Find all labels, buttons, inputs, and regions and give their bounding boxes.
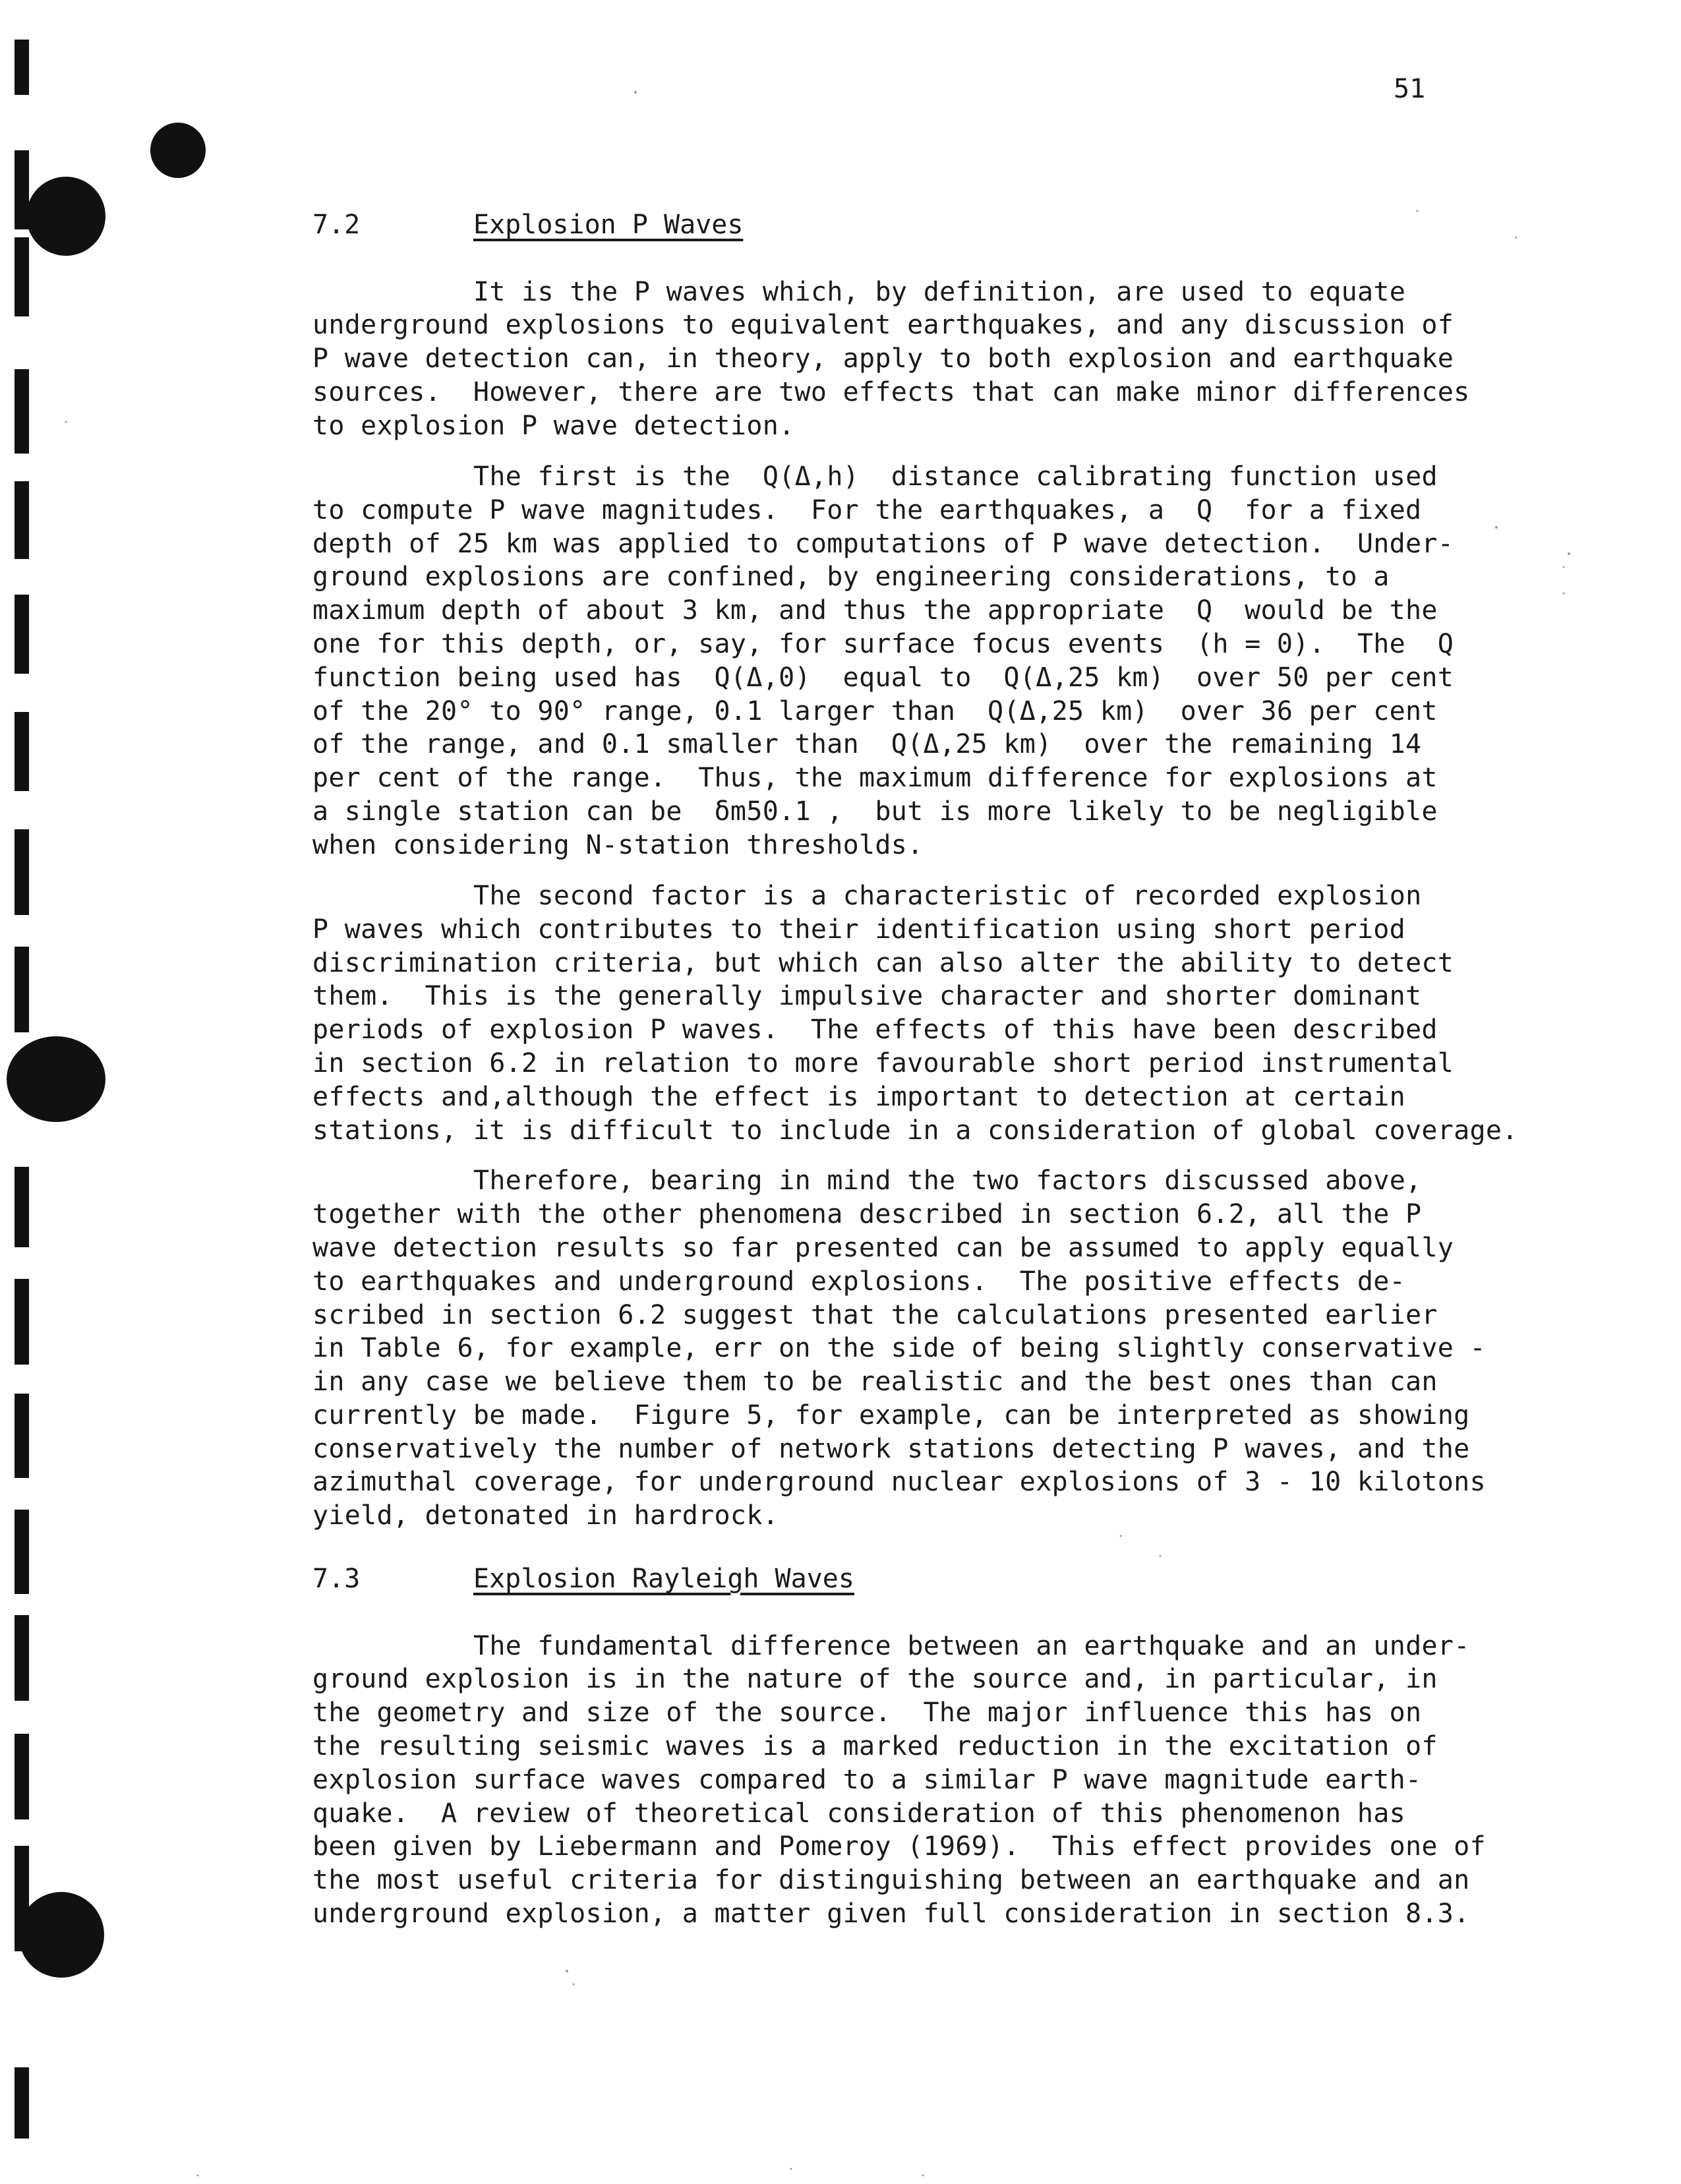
- section-number: 7.3: [312, 1564, 361, 1594]
- text-line: function being used has Q(Δ,0) equal to Q(Δ,25 km) over 50 per cent: [312, 663, 1454, 693]
- text-line: in Table 6, for example, err on the side of being slightly conservative -: [312, 1333, 1486, 1363]
- punch-hole: [7, 1036, 105, 1122]
- text-line: The first is the Q(Δ,h) distance calibrating function used: [473, 461, 1438, 492]
- section-number: 7.2: [312, 210, 361, 240]
- binding-mark: [15, 481, 29, 559]
- text-line: currently be made. Figure 5, for example, can be interpreted as showing: [312, 1400, 1470, 1431]
- binding-mark: [15, 1394, 29, 1478]
- text-line: The second factor is a characteristic of recorded explosion: [473, 881, 1422, 911]
- binding-mark: [15, 40, 29, 95]
- binding-mark: [15, 2067, 29, 2139]
- binding-mark: [15, 369, 29, 454]
- text-line: ground explosion is in the nature of the source and, in particular, in: [312, 1664, 1438, 1694]
- binding-mark: [15, 947, 29, 1032]
- binding-mark: [15, 595, 29, 674]
- text-line: underground explosions to equivalent earthquakes, and any discussion of: [312, 310, 1454, 340]
- text-line: the resulting seismic waves is a marked reduction in the excitation of: [312, 1731, 1438, 1761]
- text-line: The fundamental difference between an earthquake and an under-: [473, 1631, 1470, 1661]
- text-line: in any case we believe them to be realistic and the best ones than can: [312, 1367, 1438, 1397]
- text-line: Therefore, bearing in mind the two factors discussed above,: [473, 1166, 1422, 1196]
- text-line: one for this depth, or, say, for surface focus events (h = 0). The Q: [312, 629, 1454, 659]
- text-line: azimuthal coverage, for underground nuclear explosions of 3 - 10 kilotons: [312, 1467, 1486, 1497]
- text-line: them. This is the generally impulsive character and shorter dominant: [312, 981, 1422, 1011]
- text-line: together with the other phenomena described in section 6.2, all the P: [312, 1199, 1422, 1229]
- text-line: in section 6.2 in relation to more favourable short period instrumental: [312, 1048, 1454, 1078]
- binding-mark: [15, 1615, 29, 1701]
- text-line: the most useful criteria for distinguishing between an earthquake and an: [312, 1865, 1470, 1895]
- binding-mark: [15, 829, 29, 915]
- ink-spot: [150, 123, 206, 178]
- text-line: depth of 25 km was applied to computations of P wave detection. Under-: [312, 529, 1454, 559]
- text-line: ground explosions are confined, by engineering considerations, to a: [312, 562, 1390, 592]
- text-line: to compute P wave magnitudes. For the earthquakes, a Q for a fixed: [312, 495, 1422, 525]
- text-line: P wave detection can, in theory, apply to both explosion and earthquake: [312, 343, 1454, 374]
- text-line: conservatively the number of network stations detecting P waves, and the: [312, 1434, 1470, 1464]
- text-line: periods of explosion P waves. The effects of this have been described: [312, 1015, 1438, 1045]
- text-line: effects and,although the effect is important to detection at certain: [312, 1082, 1405, 1112]
- text-line: per cent of the range. Thus, the maximum difference for explosions at: [312, 763, 1438, 793]
- text-line: when considering N-station thresholds.: [312, 830, 924, 860]
- text-line: to earthquakes and underground explosions. The positive effects de-: [312, 1266, 1405, 1297]
- text-line: of the 20° to 90° range, 0.1 larger than Q(Δ,25 km) over 36 per cent: [312, 696, 1438, 726]
- binding-mark: [15, 1510, 29, 1594]
- text-line: of the range, and 0.1 smaller than Q(Δ,25 km) over the remaining 14: [312, 729, 1422, 759]
- binding-mark: [15, 1734, 29, 1819]
- section-title: Explosion P Waves: [473, 210, 744, 240]
- text-line: yield, detonated in hardrock.: [312, 1500, 779, 1531]
- binding-mark: [15, 1167, 29, 1247]
- text-line: the geometry and size of the source. The major influence this has on: [312, 1697, 1422, 1728]
- text-line: been given by Liebermann and Pomeroy (1969). This effect provides one of: [312, 1831, 1486, 1862]
- section-title: Explosion Rayleigh Waves: [473, 1564, 854, 1594]
- text-line: to explosion P wave detection.: [312, 411, 795, 441]
- text-line: discrimination criteria, but which can also alter the ability to detect: [312, 948, 1454, 978]
- text-line: maximum depth of about 3 km, and thus the appropriate Q would be the: [312, 595, 1438, 626]
- text-line: It is the P waves which, by definition, are used to equate: [473, 277, 1406, 307]
- text-line: scribed in section 6.2 suggest that the calculations presented earlier: [312, 1300, 1438, 1330]
- punch-hole: [18, 1892, 104, 1978]
- binding-mark: [15, 712, 29, 791]
- binding-mark: [15, 1279, 29, 1365]
- punch-hole: [26, 177, 105, 256]
- binding-mark: [15, 237, 29, 316]
- text-line: sources. However, there are two effects that can make minor differences: [312, 377, 1470, 407]
- text-line: a single station can be δm50.1 , but is more likely to be negligible: [312, 796, 1438, 827]
- binding-strip: [0, 0, 53, 2184]
- text-line: underground explosion, a matter given full consideration in section 8.3.: [312, 1899, 1470, 1929]
- page-number: 51: [1394, 74, 1426, 104]
- text-line: wave detection results so far presented can be assumed to apply equally: [312, 1233, 1454, 1263]
- text-line: P waves which contributes to their identification using short period: [312, 914, 1405, 945]
- text-line: stations, it is difficult to include in a consideration of global coverage.: [312, 1115, 1518, 1146]
- text-line: explosion surface waves compared to a similar P wave magnitude earth-: [312, 1765, 1422, 1795]
- text-line: quake. A review of theoretical consideration of this phenomenon has: [312, 1798, 1405, 1829]
